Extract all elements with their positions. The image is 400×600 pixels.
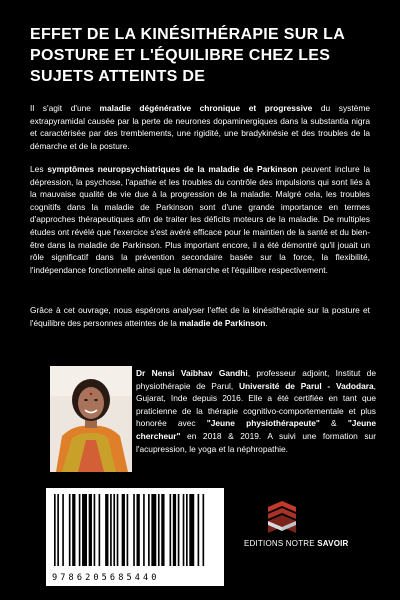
text-segment: du système extrapyramidal causée par la perte de neurones dopaminergiques dans la substantia nigra et caractérisée par des tremblements, une rigidité, une bradykinésie et des troubles de la démarche et de la posture. <box>30 103 370 151</box>
author-bio <box>136 367 376 455</box>
text-segment: , professeur adjoint, Institut de physiothérapie de Parul, <box>136 368 376 391</box>
bold-segment: maladie dégénérative chronique et progressive <box>99 103 313 113</box>
description-paragraph-1 <box>30 102 370 152</box>
publisher-name <box>244 539 348 548</box>
publisher-prefix: EDITIONS NOTRE <box>244 539 318 548</box>
bold-segment: "Jeune physiothérapeute" <box>206 418 320 429</box>
barcode-bars <box>46 488 224 572</box>
text-segment: Les <box>30 164 48 174</box>
text-segment: , Gujarat, Inde depuis 2016. Elle a été certifiée en tant que praticienne de la thérapie cognitivo-comportementale et plus honorée avec <box>136 380 376 429</box>
description-paragraph-2 <box>30 163 370 276</box>
bold-segment: Université de Parul - Vadodara <box>238 380 374 391</box>
text-segment: en 2018 & 2019. A suivi une formation sur l'acupression, le yoga et la néphropathie. <box>136 430 376 454</box>
text-segment: Il s'agit d'une <box>30 103 100 113</box>
text-segment: Grâce à cet ouvrage, nous espérons analyser l'effet de la kinésithérapie sur la posture et l'équilibre des personnes atteintes de la <box>30 305 370 328</box>
publisher-logo-icon <box>262 497 302 537</box>
author-portrait-image <box>50 366 132 472</box>
text-segment: peuvent inclure la dépression, la psychose, l'apathie et les troubles du contrôle des impulsions qui sont liés à la mauvaise qualité de vie due à la progression de la maladie. Malgré cela, les troubles cognitifs dans la maladie de Parkinson sont d'une grande importance en termes d'approches thérapeutiques afin de traiter les déficits moteurs de la maladie. De multiples études ont révélé que l'exercice s'est avéré efficace pour le maintien de la santé et du bien-être dans la maladie de Parkinson. Plus important encore, il a été démontré qu'il jouait un rôle significatif dans la prévention secondaire basée sur la force, la flexibilité, l'indépendance fonctionnelle ainsi que la démarche et l'équilibre respectivement. <box>30 164 370 275</box>
text-segment: . <box>265 317 268 328</box>
description-paragraph-3 <box>30 304 370 329</box>
bold-segment: symptômes neuropsychiatriques de la maladie de Parkinson <box>47 164 298 174</box>
isbn-barcode <box>46 488 224 586</box>
bold-segment: "Jeune chercheur" <box>136 418 376 441</box>
text-segment: & <box>319 418 348 429</box>
isbn-number: 9786205685440 <box>52 573 160 583</box>
bold-segment: maladie de Parkinson <box>179 317 266 328</box>
author-photo <box>50 366 132 472</box>
book-title: EFFET DE LA KINÉSITHÉRAPIE SUR LA POSTURE ET L'ÉQUILIBRE CHEZ LES SUJETS ATTEINTS DE <box>30 26 345 85</box>
publisher-strong: SAVOIR <box>317 539 349 548</box>
author-name: Dr Nensi Vaibhav Gandhi <box>136 368 248 378</box>
